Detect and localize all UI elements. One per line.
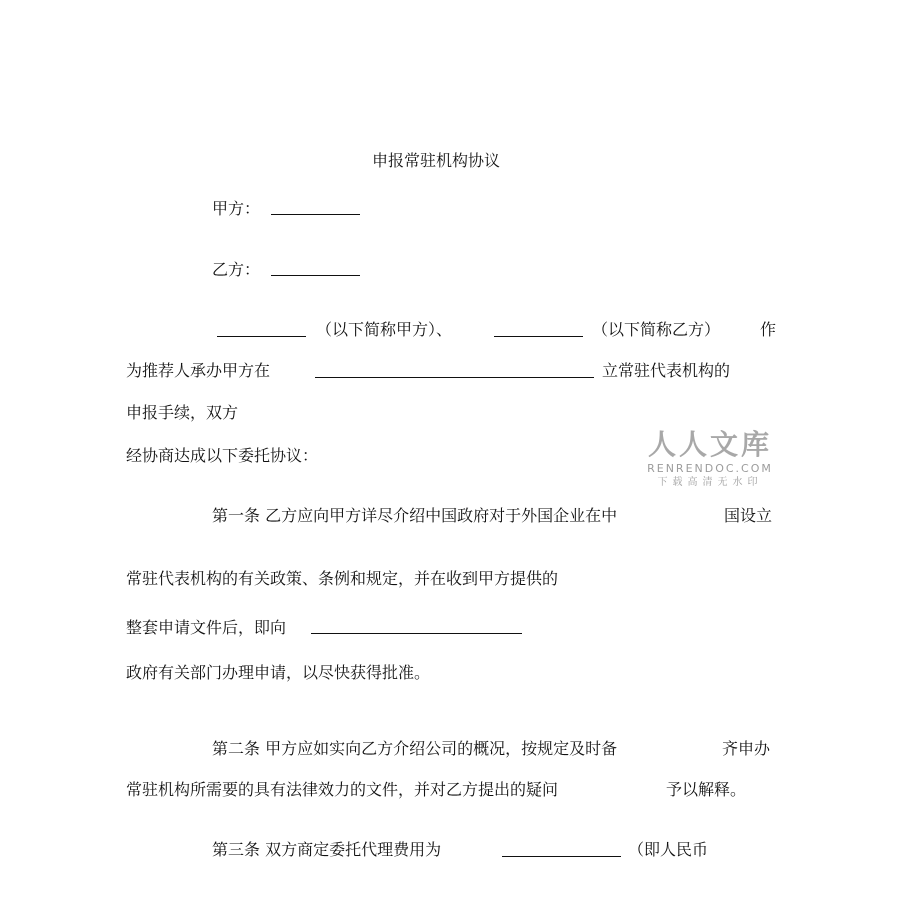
watermark-logo-text: 人人文库 (647, 428, 772, 461)
article1-line1-end: 国设立 (724, 506, 773, 525)
intro-line2-start: 为推荐人承办甲方在 (126, 361, 271, 380)
article1-line3: 整套申请文件后，即向 (126, 618, 287, 637)
intro-line4: 经协商达成以下委托协议： (126, 446, 319, 465)
intro-party-b-blank (494, 336, 583, 337)
article2-line2-start: 常驻机构所需要的具有法律效力的文件，并对乙方提出的疑问 (126, 780, 559, 799)
intro-zuo: 作 (760, 320, 777, 339)
article2-line1-end: 齐申办 (722, 739, 771, 758)
watermark (640, 428, 780, 489)
watermark-site: RENRENDOC.COM (647, 462, 773, 475)
article3-line1-start: 第三条 双方商定委托代理费用为 (212, 840, 442, 859)
intro-party-a-abbr: （以下简称甲方）、 (316, 320, 453, 339)
document-title: 申报常驻机构协议 (372, 151, 501, 170)
party-b-blank (271, 275, 360, 276)
article1-line4: 政府有关部门办理申请，以尽快获得批准。 (126, 663, 431, 682)
watermark-tagline: 下载高清无水印 (657, 477, 763, 488)
article3-line1-end: （即人民币 (628, 840, 709, 859)
location-blank (315, 377, 594, 378)
party-a-blank (271, 214, 360, 215)
article1-line1-start: 第一条 乙方应向甲方详尽介绍中国政府对于外国企业在中 (212, 506, 618, 525)
intro-line3: 申报手续，双方 (126, 403, 239, 422)
intro-line2-end: 立常驻代表机构的 (602, 361, 731, 380)
intro-party-a-blank (217, 336, 306, 337)
party-b-label: 乙方： (212, 260, 261, 279)
party-a-label: 甲方： (212, 199, 261, 218)
article1-line2: 常驻代表机构的有关政策、条例和规定，并在收到甲方提供的 (126, 569, 559, 588)
intro-party-b-abbr: （以下简称乙方） (592, 320, 721, 339)
government-blank (311, 633, 522, 634)
fee-blank (502, 856, 621, 857)
article2-line2-end: 予以解释。 (666, 780, 747, 799)
article2-line1-start: 第二条 甲方应如实向乙方介绍公司的概况，按规定及时备 (212, 739, 618, 758)
